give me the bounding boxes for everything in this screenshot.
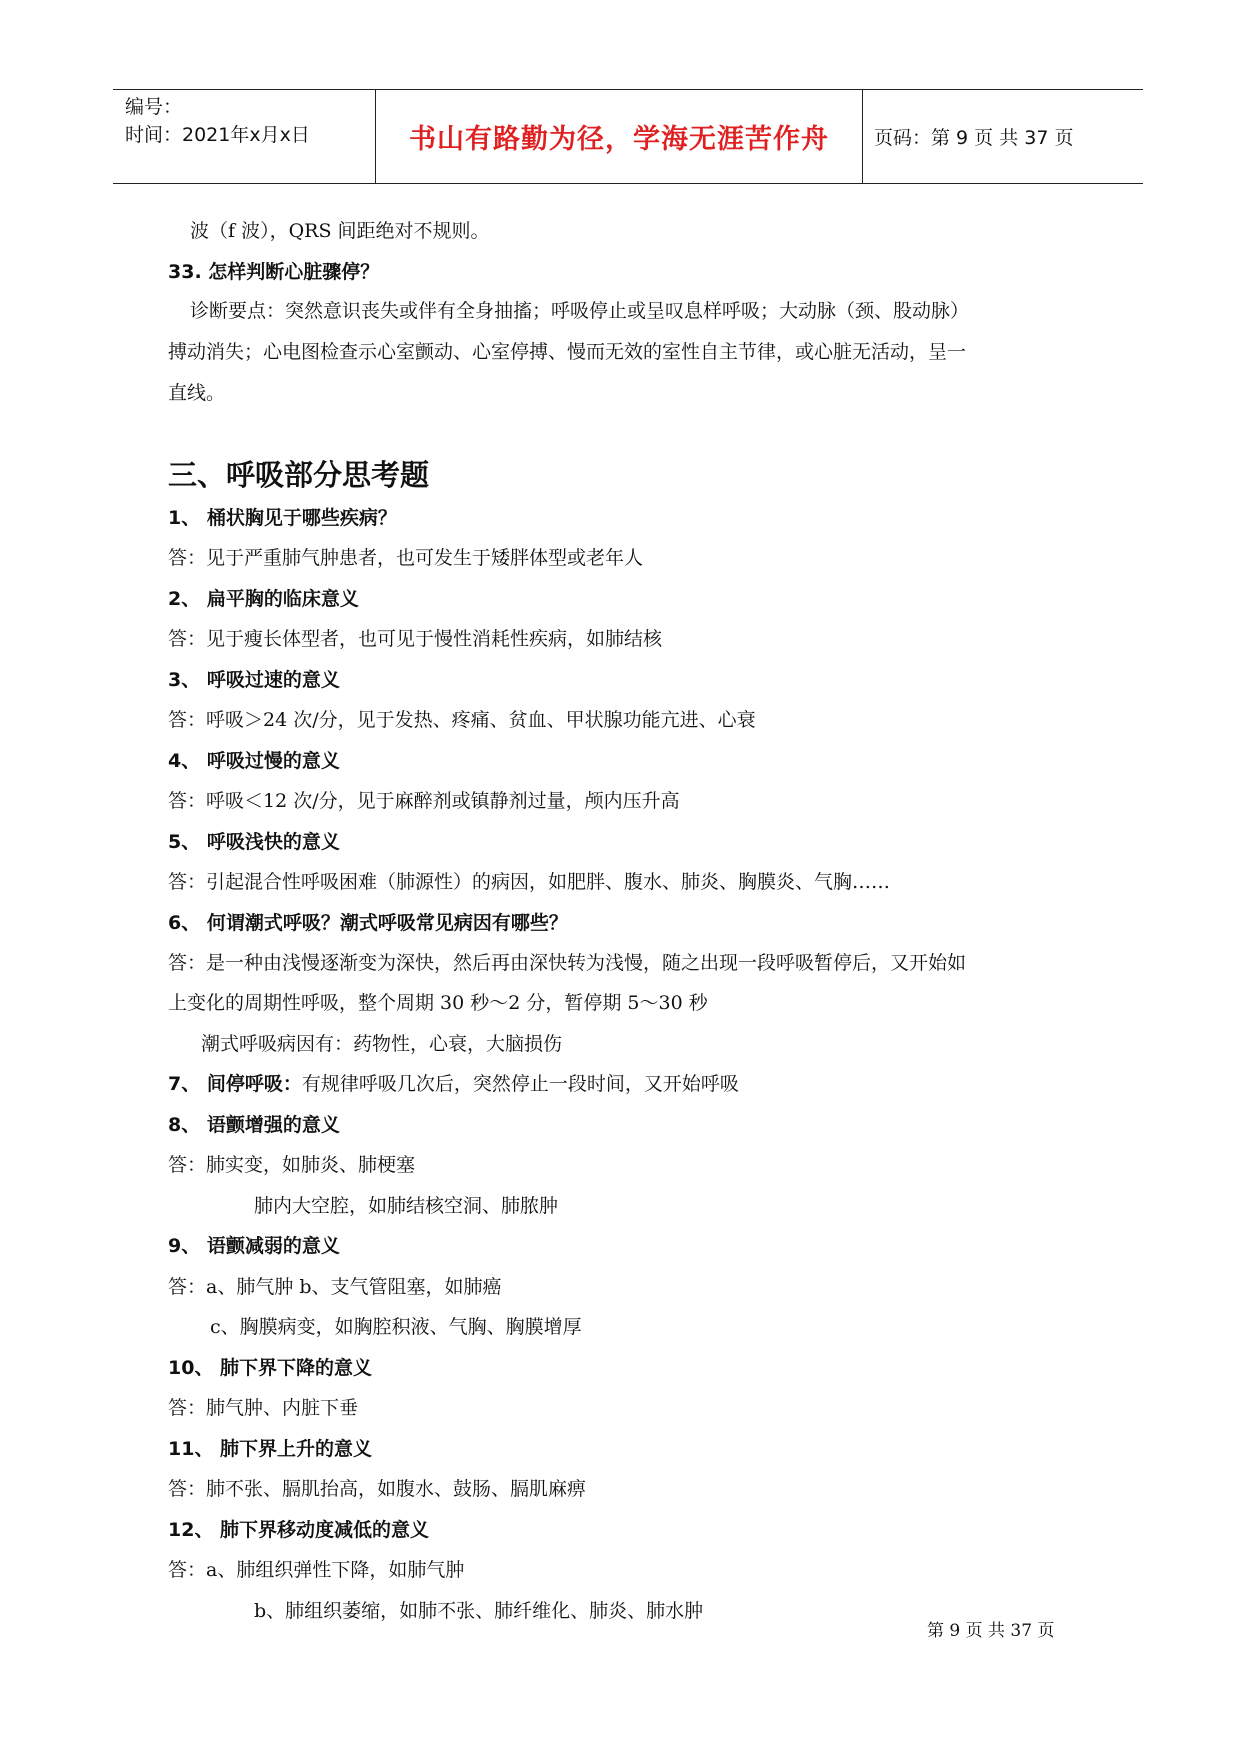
- answer-line: 答：是一种由浅慢逐渐变为深快，然后再由深快转为浅慢，随之出现一段呼吸暂停后，又开始如: [168, 952, 967, 974]
- question-heading: 8、 语颤增强的意义: [168, 1114, 340, 1136]
- question-heading: 12、 肺下界移动度减低的意义: [168, 1519, 430, 1541]
- section-title: 三、呼吸部分思考题: [168, 458, 430, 492]
- header-motto-cell: [375, 90, 863, 183]
- question-heading: 33. 怎样判断心脏骤停？: [168, 261, 380, 283]
- page-header: [113, 89, 1143, 184]
- document-time-label: 时间：2021年x月x日: [125, 124, 310, 146]
- question-heading: 3、 呼吸过速的意义: [168, 669, 340, 691]
- question-heading: 11、 肺下界上升的意义: [168, 1438, 373, 1460]
- question-heading: 10、 肺下界下降的意义: [168, 1357, 373, 1379]
- body-line: 直线。: [168, 382, 226, 404]
- answer-line: 答：a、肺组织弹性下降，如肺气肿: [168, 1559, 465, 1581]
- answer-line: 答：呼吸＜12 次/分，见于麻醉剂或镇静剂过量，颅内压升高: [168, 790, 680, 812]
- answer-inline: 有规律呼吸几次后，突然停止一段时间，又开始呼吸: [301, 1073, 739, 1095]
- document-number-label: 编号：: [125, 96, 183, 118]
- header-left-cell: [113, 90, 375, 183]
- answer-line: 答：肺实变，如肺炎、肺梗塞: [168, 1154, 416, 1176]
- question-heading: 9、 语颤减弱的意义: [168, 1235, 340, 1257]
- question-line: [168, 1069, 739, 1096]
- answer-line: 答：呼吸＞24 次/分，见于发热、疼痛、贫血、甲状腺功能亢进、心衰: [168, 709, 756, 731]
- header-page-number: 页码：第 9 页 共 37 页: [874, 127, 1074, 149]
- body-line: 搏动消失；心电图检查示心室颤动、心室停搏、慢而无效的室性自主节律，或心脏无活动，呈一: [168, 341, 967, 363]
- question-heading: 6、 何谓潮式呼吸？潮式呼吸常见病因有哪些？: [168, 912, 568, 934]
- question-heading: 7、 间停呼吸：: [168, 1073, 302, 1095]
- answer-line: b、肺组织萎缩，如肺不张、肺纤维化、肺炎、肺水肿: [254, 1600, 704, 1622]
- question-heading: 1、 桶状胸见于哪些疾病？: [168, 507, 397, 529]
- page-footer: 第 9 页 共 37 页: [927, 1621, 1055, 1641]
- answer-line: 答：见于瘦长体型者，也可见于慢性消耗性疾病，如肺结核: [168, 628, 663, 650]
- answer-line: c、胸膜病变，如胸腔积液、气胸、胸膜增厚: [210, 1316, 582, 1338]
- answer-line: 答：引起混合性呼吸困难（肺源性）的病因，如肥胖、腹水、肺炎、胸膜炎、气胸……: [168, 871, 891, 893]
- answer-line: 上变化的周期性呼吸，整个周期 30 秒～2 分，暂停期 5～30 秒: [168, 992, 708, 1014]
- question-heading: 5、 呼吸浅快的意义: [168, 831, 340, 853]
- answer-line: 肺内大空腔，如肺结核空洞、肺脓肿: [254, 1195, 559, 1217]
- question-heading: 4、 呼吸过慢的意义: [168, 750, 340, 772]
- body-line: 诊断要点：突然意识丧失或伴有全身抽搐；呼吸停止或呈叹息样呼吸；大动脉（颈、股动脉）: [190, 300, 970, 322]
- body-line: 波（f 波），QRS 间距绝对不规则。: [190, 220, 490, 242]
- answer-line: 答：肺不张、膈肌抬高，如腹水、鼓肠、膈肌麻痹: [168, 1478, 587, 1500]
- header-page-cell: [862, 90, 1143, 183]
- answer-line: 潮式呼吸病因有：药物性，心衰，大脑损伤: [201, 1033, 563, 1055]
- answer-line: 答：a、肺气肿 b、支气管阻塞，如肺癌: [168, 1276, 502, 1298]
- answer-line: 答：见于严重肺气肿患者，也可发生于矮胖体型或老年人: [168, 547, 644, 569]
- answer-line: 答：肺气肿、内脏下垂: [168, 1397, 359, 1419]
- question-heading: 2、 扁平胸的临床意义: [168, 588, 359, 610]
- motto-text: 书山有路勤为径，学海无涯苦作舟: [409, 124, 829, 155]
